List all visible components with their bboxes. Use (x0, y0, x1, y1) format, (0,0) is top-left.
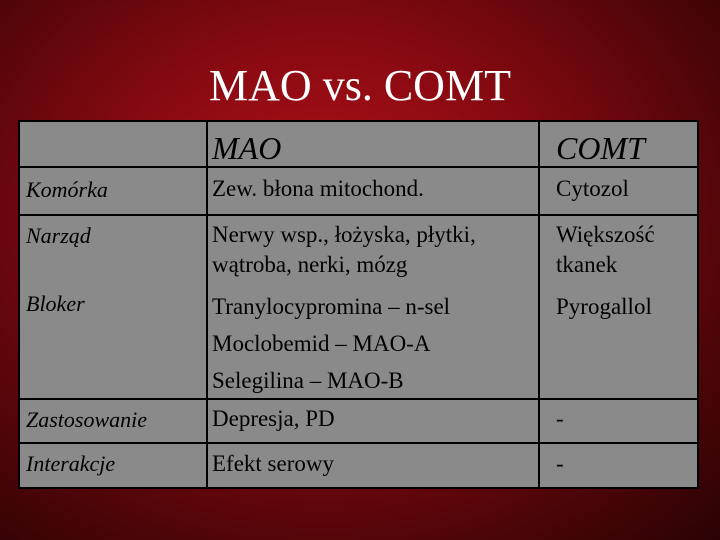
slide-title: MAO vs. COMT (209, 61, 511, 110)
comt-cell (540, 444, 697, 487)
header-cell-empty (20, 122, 208, 166)
comparison-table (18, 120, 699, 489)
mao-value: Depresja, PD (212, 406, 335, 431)
comt-value-line: tkanek (556, 252, 618, 277)
comt-value: - (556, 406, 564, 431)
mao-value: Zew. błona mitochond. (212, 176, 424, 201)
mao-value-line: Selegilina – MAO-B (212, 368, 404, 393)
mao-cell (206, 400, 540, 442)
header-comt-label: COMT (556, 130, 645, 166)
comt-value-line: Pyrogallol (556, 294, 652, 319)
mao-cell (206, 216, 540, 398)
row-label-cell (20, 216, 208, 398)
mao-value-line: Tranylocypromina – n-sel (212, 294, 451, 319)
table-row-narzad-bloker (20, 216, 697, 400)
row-label-narzad: Narząd (26, 223, 91, 248)
row-label-cell (20, 400, 208, 442)
row-label: Komórka (26, 177, 108, 202)
table-header-row (20, 122, 697, 168)
row-label-cell (20, 444, 208, 487)
comt-cell (540, 400, 697, 442)
comt-value-line: Większość (556, 222, 655, 247)
table-row-komorka (20, 168, 697, 216)
comt-cell (540, 168, 697, 214)
mao-value-line: wątroba, nerki, mózg (212, 252, 408, 277)
comt-value: - (556, 451, 564, 476)
mao-value: Efekt serowy (212, 451, 334, 476)
mao-value-line: Nerwy wsp., łożyska, płytki, (212, 222, 476, 247)
mao-value-line: Moclobemid – MAO-A (212, 331, 431, 356)
comt-cell (540, 216, 697, 398)
header-cell-comt (540, 122, 697, 166)
mao-cell (206, 168, 540, 214)
header-cell-mao (206, 122, 540, 166)
row-label: Interakcje (26, 451, 116, 476)
header-mao-label: MAO (212, 130, 282, 166)
comt-value: Cytozol (556, 176, 629, 201)
mao-cell (206, 444, 540, 487)
table-row-interakcje (20, 444, 697, 487)
table-row-zastosowanie (20, 400, 697, 444)
row-label-bloker: Bloker (26, 291, 85, 316)
row-label-cell (20, 168, 208, 214)
row-label: Zastosowanie (26, 407, 148, 432)
